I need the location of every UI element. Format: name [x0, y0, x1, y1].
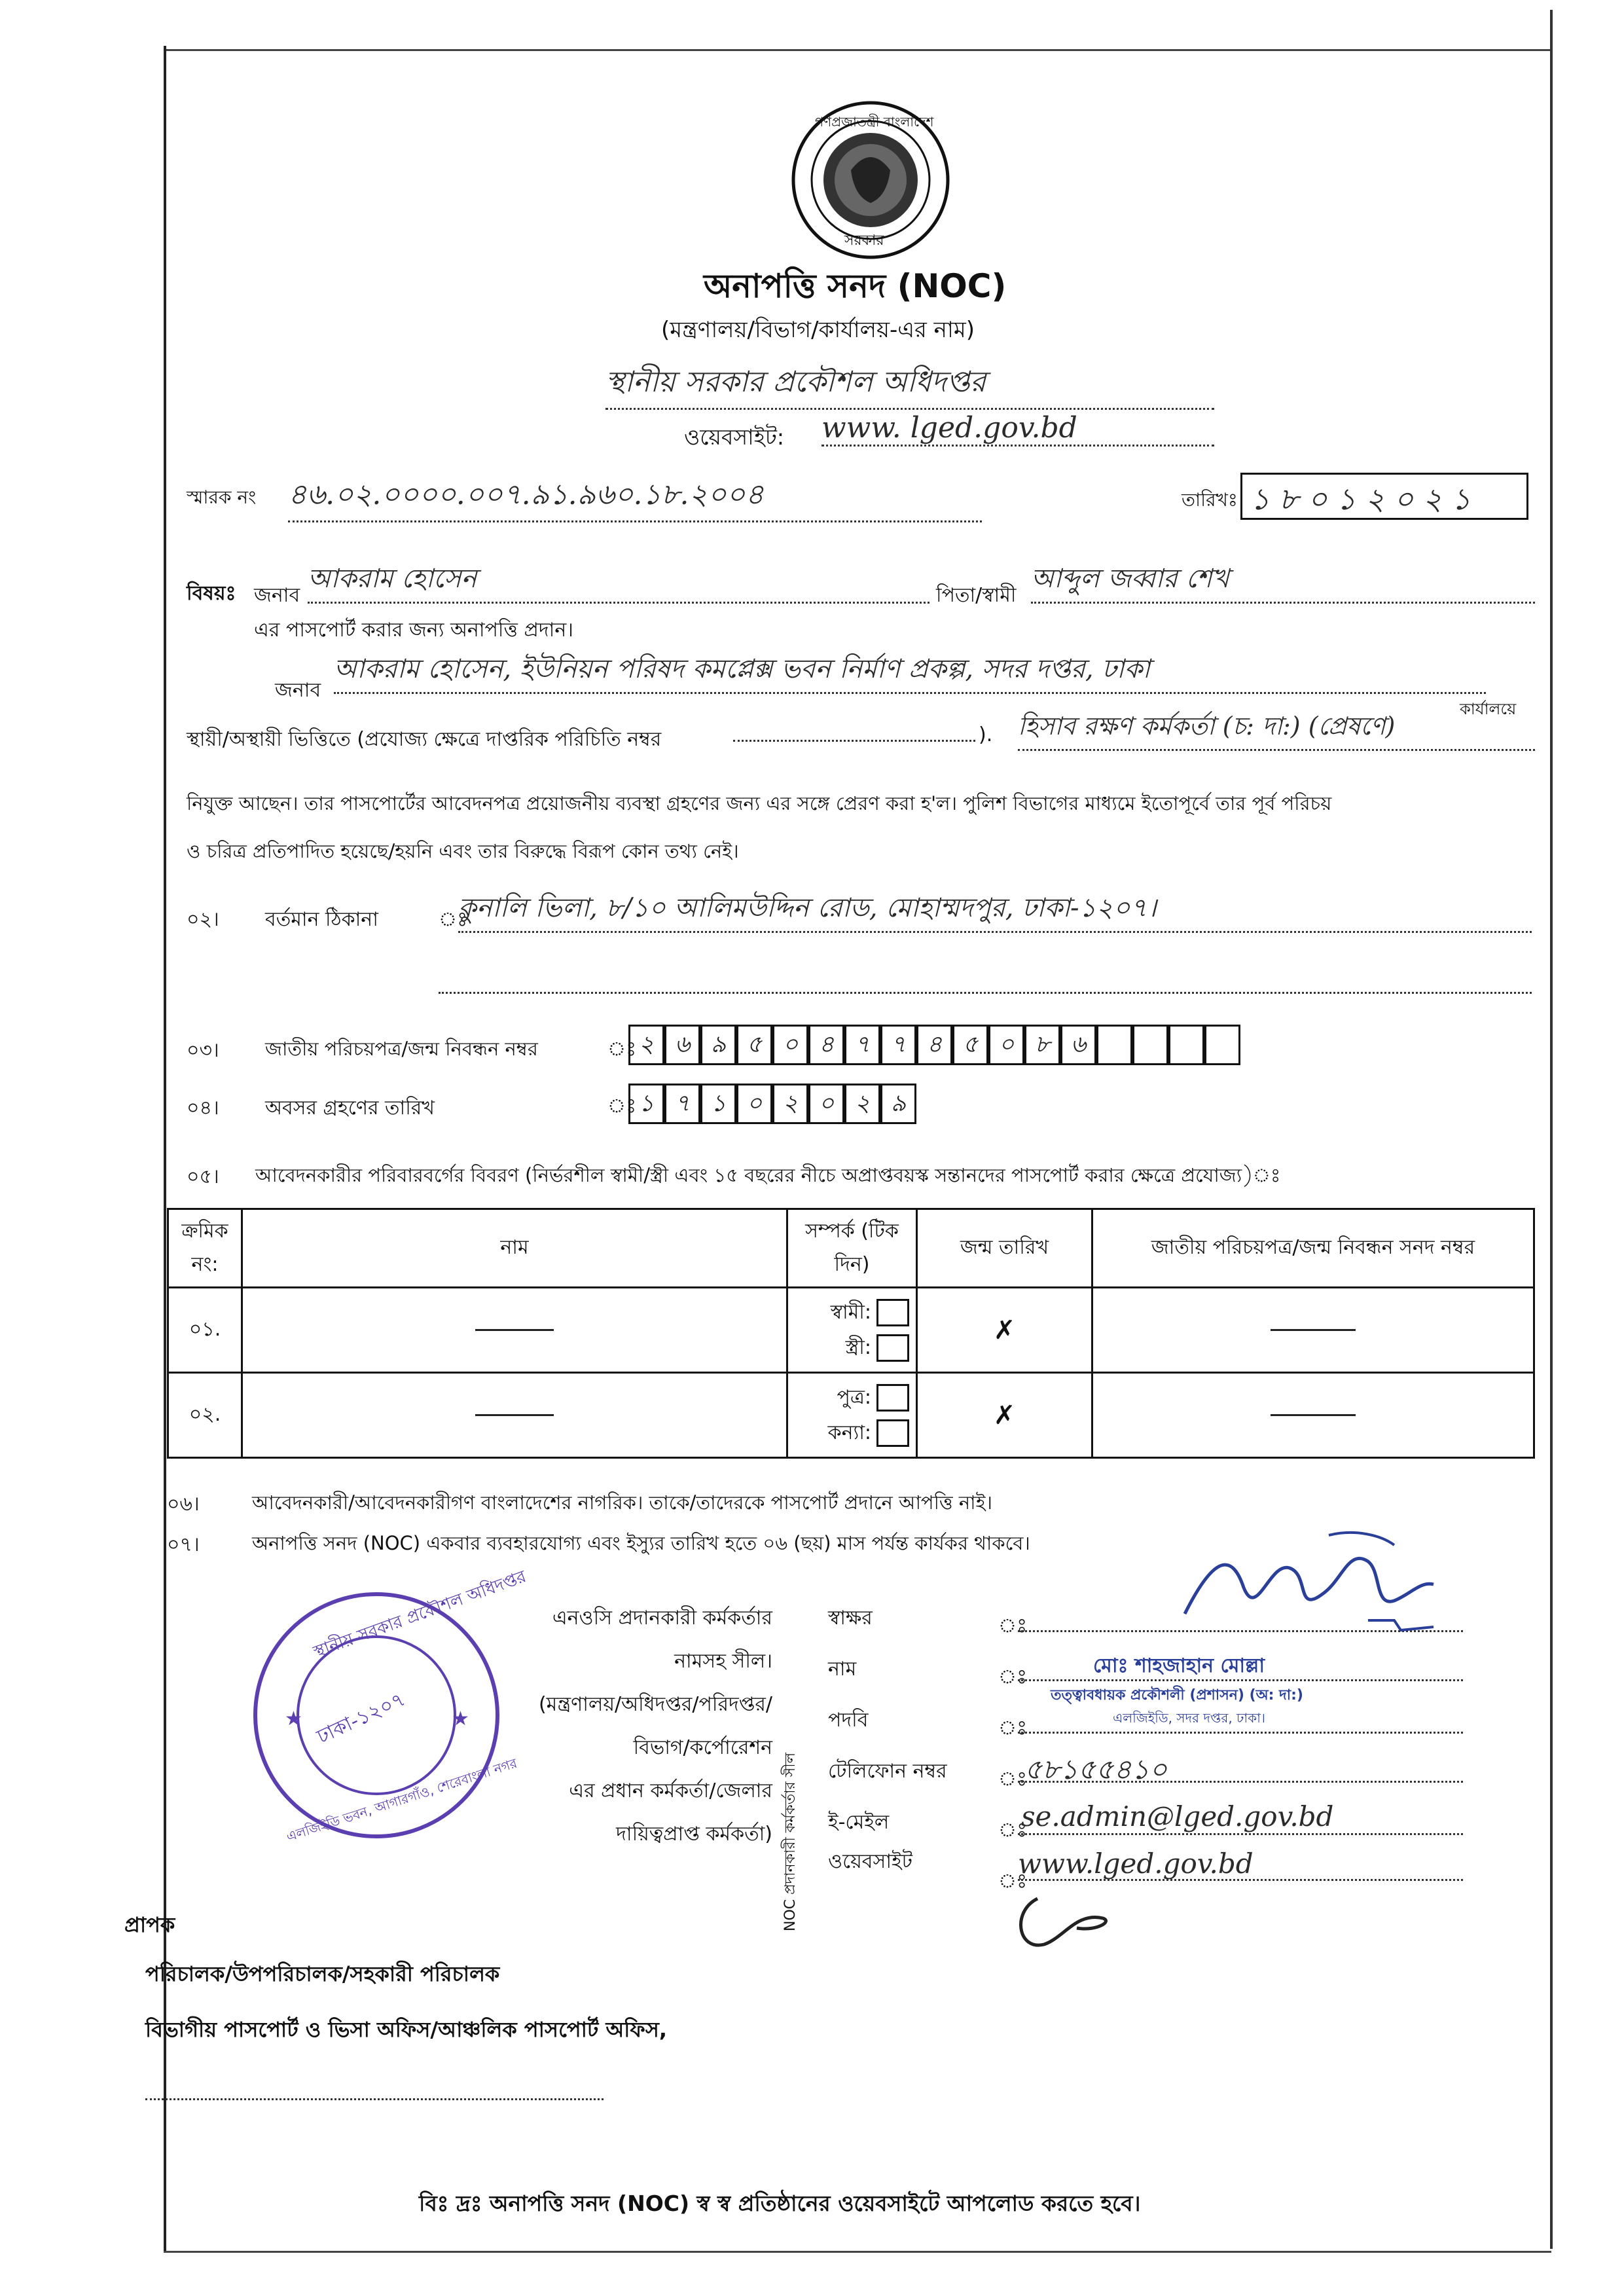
address-line-2	[439, 992, 1532, 994]
relation-checkbox[interactable]	[876, 1299, 909, 1326]
recipient-line-2: বিভাগীয় পাসপোর্ট ও ভিসা অফিস/আঞ্চলিক পাসপোর্ট অফিস,	[145, 2017, 668, 2042]
email-value: se.admin@lged.gov.bd	[1021, 1800, 1334, 1832]
item05-num: ০৫।	[187, 1165, 219, 1188]
border-bottom	[164, 2251, 1551, 2253]
office-id-dots	[733, 740, 975, 742]
nid-digit-cell: ২	[628, 1025, 664, 1065]
sig-label: ওয়েবসাইট	[828, 1850, 912, 1873]
sig-label: পদবি	[828, 1709, 869, 1732]
officer-line: দায়িত্বপ্রাপ্ত কর্মকর্তা)	[616, 1823, 772, 1846]
officer-signature	[1172, 1522, 1447, 1653]
family-table-header	[168, 1209, 1534, 1288]
col-serial: ক্রমিক নং:	[168, 1209, 242, 1288]
nid-digit-cell: ৪	[808, 1025, 844, 1065]
relation-checkbox[interactable]	[876, 1419, 909, 1447]
svg-text:★: ★	[452, 1707, 469, 1730]
website-label: ওয়েবসাইট:	[684, 424, 784, 450]
stamp-office: এলজিইডি, সদর দপ্তর, ঢাকা।	[1113, 1710, 1266, 1726]
item02-num: ০২।	[187, 908, 219, 931]
colon-04: ঃ	[607, 1095, 637, 1118]
officer-line: এনওসি প্রদানকারী কর্মকর্তার	[552, 1607, 772, 1630]
officer-line: বিভাগ/কর্পোরেশন	[633, 1736, 772, 1759]
memo-label: স্মারক নং	[187, 486, 257, 508]
phone-value: ৫৮১৫৫৪১০	[1024, 1753, 1168, 1785]
row-name-dash	[242, 1373, 787, 1458]
item05-label: আবেদনকারীর পরিবারবর্গের বিবরণ (নির্ভরশীল স্বামী/স্ত্রী এবং ১৫ বছরের নীচে অপ্রাপ্তবয়স্ক সন্তানদের পাসপোর্ট করার ক্ষেত্রে প্রযোজ্য)ঃ	[255, 1164, 1281, 1186]
item06-text: আবেদনকারী/আবেদনকারীগণ বাংলাদেশের নাগরিক। তাকে/তাদেরকে পাসপোর্ট প্রদানে আপত্তি নাই।	[252, 1491, 993, 1514]
address-value: কুনালি ভিলা, ৮/১০ আলিমউদ্দিন রোড, মোহাম্মদপুর, ঢাকা-১২০৭।	[458, 887, 1532, 933]
item07-text: অনাপত্তি সনদ (NOC) একবার ব্যবহারযোগ্য এবং ইস্যুর তারিখ হতে ০৬ (ছয়) মাস পর্যন্ত কার্যকর থাকবে।	[252, 1532, 1030, 1554]
body-line-1: নিযুক্ত আছেন। তার পাসপোর্টের আবেদনপত্র প্রয়োজনীয় ব্যবস্থা গ্রহণের জন্য এর সঙ্গে প্রেরণ করা হ'ল। পুলিশ বিভাগের মাধ্যমে ইতোপূর্বে তার পূর্ব পরিচয়	[187, 792, 1332, 814]
officer-line: (মন্ত্রণালয়/অধিদপ্তর/পরিদপ্তর/	[538, 1693, 772, 1716]
nid-digit-cell	[1096, 1025, 1132, 1065]
item04-num: ০৪।	[187, 1097, 219, 1120]
website-sig-value: www.lged.gov.bd	[1018, 1848, 1254, 1880]
col-nid: জাতীয় পরিচয়পত্র/জন্ম নিবন্ধন সনদ নম্বর	[1092, 1209, 1534, 1288]
row-nid-dash	[1092, 1288, 1534, 1373]
nid-digit-cell: ৬	[1060, 1025, 1096, 1065]
rel-label: পুত্র:	[837, 1385, 871, 1409]
nid-digit-cell: ৫	[736, 1025, 772, 1065]
round-seal-bottom: এলজিইডি ভবন, আগারগাঁও, শেরেবাংলা নগর	[284, 1755, 519, 1845]
row-relation	[787, 1373, 917, 1458]
table-row	[168, 1373, 1534, 1458]
item03-label: জাতীয় পরিচয়পত্র/জন্ম নিবন্ধন নম্বর	[265, 1038, 538, 1060]
retire-digit-cell: ১	[628, 1084, 664, 1124]
paren-close: ).	[979, 723, 993, 746]
body-line-2: ও চরিত্র প্রতিপাদিত হয়েছে/হয়নি এবং তার বিরুদ্ধে বিরূপ কোন তথ্য নেই।	[187, 840, 739, 862]
subject-label: বিষয়ঃ	[187, 582, 236, 605]
colon-02: ঃ	[439, 908, 468, 931]
janab-label-2: জনাব	[275, 679, 321, 702]
nid-digit-cell	[1132, 1025, 1168, 1065]
date-value: ১৮০১২০২১	[1250, 481, 1481, 517]
col-name: নাম	[242, 1209, 787, 1288]
stamp-designation: তত্ত্বাবধায়ক প্রকৌশলী (প্রশাসন) (অ: দা:)	[1051, 1687, 1303, 1704]
round-seal-center: ঢাকা-১২০৭	[313, 1688, 409, 1749]
table-row	[168, 1288, 1534, 1373]
svg-text:★: ★	[285, 1707, 302, 1730]
sig-colons: ঃ ঃ ঃ ঃ ঃ ঃ	[998, 1614, 1028, 1893]
date-label: তারিখঃ	[1182, 489, 1238, 511]
footer-note: বিঃ দ্রঃ অনাপত্তি সনদ (NOC) স্ব স্ব প্রতিষ্ঠানের ওয়েবসাইটে আপলোড করতে হবে।	[419, 2191, 1141, 2216]
sig-label: টেলিফোন নম্বর	[828, 1760, 947, 1783]
colon-03: ঃ	[607, 1038, 637, 1061]
seal-top-text: গণপ্রজাতন্ত্রী বাংলাদেশ	[815, 114, 934, 130]
sig-label: নাম	[828, 1658, 857, 1681]
row-nid-dash	[1092, 1373, 1534, 1458]
nid-digit-cell: ৬	[664, 1025, 700, 1065]
row-serial: ০১.	[168, 1288, 242, 1373]
rel-label: স্ত্রী:	[845, 1336, 871, 1359]
retire-digit-cell: ৯	[880, 1084, 916, 1124]
row-serial: ০২.	[168, 1373, 242, 1458]
nid-digit-cell: ৪	[916, 1025, 952, 1065]
row-dob-mark: ✗	[917, 1373, 1092, 1458]
col-dob: জন্ম তারিখ	[917, 1209, 1092, 1288]
father-name: আব্দুল জব্বার শেখ	[1031, 558, 1535, 604]
sig-label: ই-মেইল	[828, 1811, 890, 1834]
recipient-line-3	[145, 2098, 604, 2100]
retire-digit-cell: ০	[808, 1084, 844, 1124]
retire-digit-cell: ০	[736, 1084, 772, 1124]
page-subtitle: (মন্ত্রণালয়/বিভাগ/কার্যালয়-এর নাম)	[661, 317, 975, 343]
border-right	[1550, 10, 1553, 2249]
office-name-handwritten: স্থানীয় সরকার প্রকৌশল অধিদপ্তর	[605, 360, 1214, 410]
father-label: পিতা/স্বামী	[936, 584, 1017, 607]
officer-block	[524, 1601, 772, 1852]
border-top	[164, 49, 1551, 51]
employment-text: আকরাম হোসেন, ইউনিয়ন পরিষদ কমপ্লেক্স ভবন নির্মাণ প্রকল্প, সদর দপ্তর, ঢাকা	[334, 648, 1486, 694]
nid-digit-cell: ৭	[880, 1025, 916, 1065]
row-name-dash	[242, 1288, 787, 1373]
row-relation	[787, 1288, 917, 1373]
round-seal-text: স্থানীয় সরকার প্রকৌশল অধিদপ্তর	[310, 1567, 529, 1662]
designation-line	[1018, 1732, 1463, 1734]
nid-digit-cell: ৭	[844, 1025, 880, 1065]
item03-num: ০৩।	[187, 1039, 219, 1062]
recipient-line-1: পরিচালক/উপপরিচালক/সহকারী পরিচালক	[145, 1961, 500, 1986]
family-table	[167, 1208, 1535, 1459]
rel-label: স্বামী:	[830, 1300, 871, 1324]
nid-digit-cell: ০	[772, 1025, 808, 1065]
item04-label: অবসর গ্রহণের তারিখ	[265, 1097, 435, 1120]
post-value: হিসাব রক্ষণ কর্মকর্তা (চ: দা:) (প্রেষণে)	[1018, 707, 1535, 751]
website-value: www. lged.gov.bd	[821, 411, 1214, 446]
initial-signature	[998, 1886, 1129, 1964]
nid-digit-cell: ৮	[1024, 1025, 1060, 1065]
retire-digit-cell: ৭	[664, 1084, 700, 1124]
officer-line: নামসহ সীল।	[674, 1650, 772, 1673]
nid-digit-cell: ৯	[700, 1025, 736, 1065]
col-relation: সম্পর্ক (টিক দিন)	[787, 1209, 917, 1288]
rel-label: কন্যা:	[827, 1421, 871, 1444]
officer-line: এর প্রধান কর্মকর্তা/জেলার	[569, 1779, 772, 1802]
item07-num: ০৭।	[167, 1533, 200, 1556]
subject-line: এর পাসপোর্ট করার জন্য অনাপত্তি প্রদান।	[254, 619, 573, 642]
item06-num: ০৬।	[167, 1493, 200, 1516]
page-title: অনাপত্তি সনদ (NOC)	[704, 267, 1007, 305]
row-dob-mark: ✗	[917, 1288, 1092, 1373]
retire-digit-cell: ২	[844, 1084, 880, 1124]
nid-digit-cell: ৫	[952, 1025, 988, 1065]
item02-label: বর্তমান ঠিকানা	[265, 908, 378, 931]
retire-digit-cell: ২	[772, 1084, 808, 1124]
nid-digit-cell	[1204, 1025, 1240, 1065]
relation-checkbox[interactable]	[876, 1384, 909, 1412]
relation-checkbox[interactable]	[876, 1334, 909, 1362]
retire-digit-cell: ১	[700, 1084, 736, 1124]
sig-labels	[828, 1601, 947, 1880]
recipient-label: প্রাপক	[124, 1912, 175, 1937]
nid-digit-cell	[1168, 1025, 1204, 1065]
applicant-name: আকরাম হোসেন	[308, 558, 929, 604]
vertical-stamp: NOC প্রদানকারী কর্মকর্তার সীল	[782, 1753, 799, 1931]
stamp-name: মোঃ শাহজাহান মোল্লা	[1093, 1654, 1265, 1677]
email-line	[1018, 1833, 1463, 1835]
sthayi-label: স্থায়ী/অস্থায়ী ভিত্তিতে (প্রযোজ্য ক্ষেত্রে দাপ্তরিক পরিচিতি নম্বর	[187, 728, 662, 751]
sig-label: স্বাক্ষর	[828, 1607, 873, 1630]
nid-digit-cell: ০	[988, 1025, 1024, 1065]
seal-bottom-text: সরকার	[844, 232, 884, 249]
karyalaye-label: কার্যালয়ে	[1460, 700, 1517, 718]
janab-label: জনাব	[254, 584, 300, 607]
memo-value: ৪৬.০২.০০০০.০০৭.৯১.৯৬০.১৮.২০০৪	[288, 473, 982, 522]
